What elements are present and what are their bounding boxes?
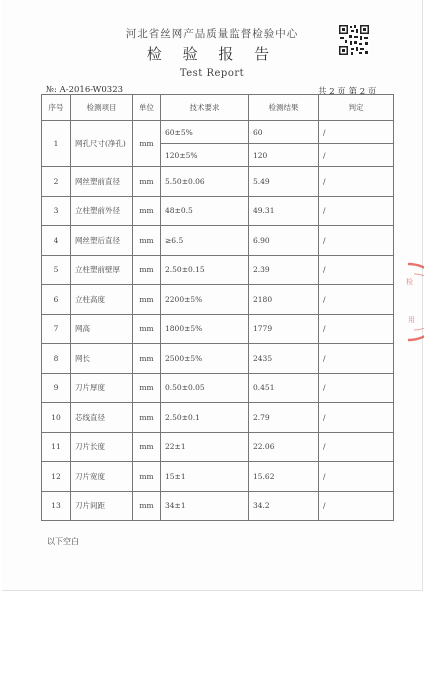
- col-header-item: 检测项目: [71, 95, 133, 121]
- cell-no: 9: [42, 373, 71, 403]
- cell-no: 5: [42, 255, 71, 285]
- cell-unit: mm: [133, 121, 161, 167]
- cell-item: 网丝塑后直径: [71, 226, 133, 256]
- cell-no: 10: [42, 403, 71, 433]
- table-row: [42, 462, 394, 492]
- col-header-no: 序号: [42, 95, 71, 121]
- col-header-judgement: 判定: [319, 95, 394, 121]
- cell-judgement: /: [319, 344, 394, 374]
- cell-unit: mm: [133, 196, 161, 226]
- report-title-cn: 检 验 报 告: [146, 45, 278, 63]
- cell-judgement: /: [319, 226, 394, 256]
- cell-requirement: 5.50±0.06: [161, 167, 249, 197]
- cell-item: 网孔尺寸(净孔): [71, 121, 133, 167]
- cell-unit: mm: [133, 226, 161, 256]
- table-row: [42, 403, 394, 433]
- table-row: [42, 196, 394, 226]
- cell-judgement: /: [319, 491, 394, 521]
- report-title-en: Test Report: [179, 68, 245, 79]
- cell-no: 11: [42, 432, 71, 462]
- table-header-row: [42, 95, 394, 121]
- table-row: [42, 167, 394, 197]
- cell-no: 8: [42, 344, 71, 374]
- cell-unit: mm: [133, 462, 161, 492]
- table-row: [42, 121, 394, 144]
- cell-no: 7: [42, 314, 71, 344]
- cell-no: 12: [42, 462, 71, 492]
- cell-unit: mm: [133, 491, 161, 521]
- cell-unit: mm: [133, 167, 161, 197]
- report-number: №: A-2016-W0323: [46, 85, 124, 95]
- table-row: [42, 432, 394, 462]
- cell-judgement: /: [319, 167, 394, 197]
- page-indicator: 共 2 页 第 2 页: [318, 87, 377, 97]
- cell-item: 网高: [71, 314, 133, 344]
- cell-item: 刀片长度: [71, 432, 133, 462]
- cell-requirement: 2200±5%: [161, 285, 249, 315]
- cell-item: 芯线直径: [71, 403, 133, 433]
- cell-requirement: 48±0.5: [161, 196, 249, 226]
- cell-item: 网丝塑前直径: [71, 167, 133, 197]
- cell-item: 立柱塑前壁厚: [71, 255, 133, 285]
- cell-unit: mm: [133, 403, 161, 433]
- table-row: [42, 344, 394, 374]
- col-header-unit: 单位: [133, 95, 161, 121]
- cell-no: 2: [42, 167, 71, 197]
- table-row: [42, 255, 394, 285]
- table-row: [42, 285, 394, 315]
- cell-result: 60: [249, 121, 319, 144]
- cell-judgement: /: [319, 285, 394, 315]
- cell-requirement: 0.50±0.05: [161, 373, 249, 403]
- cell-result: 2.39: [249, 255, 319, 285]
- cell-item: 网长: [71, 344, 133, 374]
- cell-judgement: /: [319, 462, 394, 492]
- cell-requirement: 60±5%: [161, 121, 249, 144]
- cell-result: 49.31: [249, 196, 319, 226]
- cell-requirement: 1800±5%: [161, 314, 249, 344]
- cell-result: 6.90: [249, 226, 319, 256]
- cell-requirement: 2.50±0.1: [161, 403, 249, 433]
- cell-item: 立柱塑前外径: [71, 196, 133, 226]
- svg-text:检: 检: [406, 278, 413, 286]
- red-seal-stamp: [398, 262, 424, 342]
- table-row: [42, 226, 394, 256]
- cell-no: 4: [42, 226, 71, 256]
- cell-result: 2180: [249, 285, 319, 315]
- cell-item: 立柱高度: [71, 285, 133, 315]
- svg-text:用: 用: [408, 316, 415, 324]
- table-row: [42, 314, 394, 344]
- cell-judgement: /: [319, 403, 394, 433]
- cell-judgement: /: [319, 144, 394, 167]
- cell-unit: mm: [133, 344, 161, 374]
- col-header-requirement: 技术要求: [161, 95, 249, 121]
- cell-item: 刀片间距: [71, 491, 133, 521]
- cell-result: 5.49: [249, 167, 319, 197]
- cell-result: 15.62: [249, 462, 319, 492]
- cell-judgement: /: [319, 121, 394, 144]
- cell-item: 刀片厚度: [71, 373, 133, 403]
- cell-judgement: /: [319, 432, 394, 462]
- cell-requirement: 15±1: [161, 462, 249, 492]
- table-row: [42, 491, 394, 521]
- cell-judgement: /: [319, 255, 394, 285]
- cell-requirement: 2.50±0.15: [161, 255, 249, 285]
- cell-requirement: 22±1: [161, 432, 249, 462]
- cell-judgement: /: [319, 196, 394, 226]
- qr-code-icon: [338, 24, 370, 56]
- cell-judgement: /: [319, 373, 394, 403]
- cell-result: 1779: [249, 314, 319, 344]
- cell-requirement: 34±1: [161, 491, 249, 521]
- cell-no: 3: [42, 196, 71, 226]
- cell-result: 120: [249, 144, 319, 167]
- cell-item: 刀片宽度: [71, 462, 133, 492]
- cell-unit: mm: [133, 255, 161, 285]
- inspection-center-name: 河北省丝网产品质量监督检验中心: [125, 28, 299, 40]
- table-row: [42, 373, 394, 403]
- cell-requirement: 2500±5%: [161, 344, 249, 374]
- cell-result: 2.79: [249, 403, 319, 433]
- end-of-data-note: 以下空白: [47, 537, 79, 546]
- cell-result: 2435: [249, 344, 319, 374]
- cell-requirement: 120±5%: [161, 144, 249, 167]
- cell-requirement: ≥6.5: [161, 226, 249, 256]
- cell-unit: mm: [133, 373, 161, 403]
- inspection-table: [41, 94, 394, 521]
- cell-unit: mm: [133, 285, 161, 315]
- cell-judgement: /: [319, 314, 394, 344]
- cell-result: 22.06: [249, 432, 319, 462]
- cell-unit: mm: [133, 314, 161, 344]
- cell-no: 1: [42, 121, 71, 167]
- cell-result: 34.2: [249, 491, 319, 521]
- cell-result: 0.451: [249, 373, 319, 403]
- col-header-result: 检测结果: [249, 95, 319, 121]
- cell-no: 6: [42, 285, 71, 315]
- cell-no: 13: [42, 491, 71, 521]
- cell-unit: mm: [133, 432, 161, 462]
